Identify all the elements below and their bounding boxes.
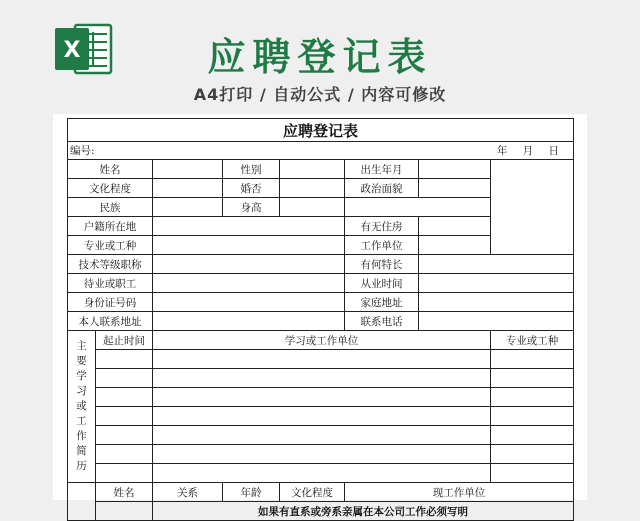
field-phone[interactable] — [419, 312, 574, 331]
field-birth[interactable] — [419, 160, 491, 179]
field-blank-row3[interactable] — [345, 198, 491, 217]
label-skills: 有何特长 — [345, 255, 419, 274]
history-cell[interactable] — [96, 388, 153, 407]
label-name: 姓名 — [68, 160, 153, 179]
label-id-number: 身份证号码 — [68, 293, 153, 312]
form-title: 应聘登记表 — [68, 119, 574, 142]
family-side-label — [68, 483, 96, 521]
history-cell[interactable] — [491, 350, 574, 369]
history-cell[interactable] — [491, 369, 574, 388]
label-height: 身高 — [223, 198, 280, 217]
field-political[interactable] — [419, 179, 491, 198]
label-marital: 婚否 — [223, 179, 280, 198]
history-cell[interactable] — [96, 445, 153, 464]
label-phone: 联系电话 — [345, 312, 419, 331]
family-cell[interactable] — [96, 502, 153, 521]
history-cell[interactable] — [491, 426, 574, 445]
label-employer: 工作单位 — [345, 236, 419, 255]
field-housing[interactable] — [419, 217, 491, 236]
field-specialty[interactable] — [153, 236, 345, 255]
label-status: 待业或职工 — [68, 274, 153, 293]
label-political: 政治面貌 — [345, 179, 419, 198]
history-header-period: 起止时间 — [96, 331, 153, 350]
history-cell[interactable] — [96, 464, 153, 483]
photo-area[interactable] — [491, 160, 574, 255]
history-header-unit: 学习或工作单位 — [153, 331, 491, 350]
label-specialty: 专业或工种 — [68, 236, 153, 255]
history-cell[interactable] — [96, 426, 153, 445]
family-header-age: 年龄 — [223, 483, 280, 502]
application-form-table — [67, 118, 574, 521]
field-gender[interactable] — [280, 160, 345, 179]
relatives-note: 如果有直系或旁系亲属在本公司工作必须写明 — [153, 502, 574, 521]
history-cell[interactable] — [491, 388, 574, 407]
label-ethnicity: 民族 — [68, 198, 153, 217]
history-header-specialty: 专业或工种 — [491, 331, 574, 350]
history-cell[interactable] — [491, 464, 574, 483]
label-work-years: 从业时间 — [345, 274, 419, 293]
field-work-years[interactable] — [419, 274, 574, 293]
field-id-number[interactable] — [153, 293, 345, 312]
history-cell[interactable] — [153, 426, 491, 445]
field-home-address[interactable] — [419, 293, 574, 312]
field-ethnicity[interactable] — [153, 198, 223, 217]
field-contact-address[interactable] — [153, 312, 345, 331]
family-header-education: 文化程度 — [280, 483, 345, 502]
history-cell[interactable] — [491, 407, 574, 426]
field-name[interactable] — [153, 160, 223, 179]
history-side-label: 主 要 学 习 或 工 作 简 历 — [68, 331, 96, 483]
banner-title: 应聘登记表 — [207, 35, 433, 79]
label-housing: 有无住房 — [345, 217, 419, 236]
label-home-address: 家庭地址 — [345, 293, 419, 312]
field-skills[interactable] — [419, 255, 574, 274]
banner-subtitle: A4打印 / 自动公式 / 内容可修改 — [193, 85, 447, 104]
history-cell[interactable] — [491, 445, 574, 464]
family-header-employer: 现工作单位 — [345, 483, 574, 502]
history-cell[interactable] — [153, 350, 491, 369]
label-gender: 性别 — [223, 160, 280, 179]
date-label: 年 月 日 — [496, 145, 559, 157]
form-meta-row — [68, 142, 574, 160]
history-cell[interactable] — [96, 407, 153, 426]
field-height[interactable] — [280, 198, 345, 217]
label-birth: 出生年月 — [345, 160, 419, 179]
field-employer[interactable] — [419, 236, 491, 255]
field-education[interactable] — [153, 179, 223, 198]
history-cell[interactable] — [96, 369, 153, 388]
label-household: 户籍所在地 — [68, 217, 153, 236]
history-cell[interactable] — [96, 350, 153, 369]
label-title: 技术等级职称 — [68, 255, 153, 274]
history-cell[interactable] — [153, 445, 491, 464]
svg-text:X: X — [63, 38, 81, 63]
number-label: 编号: — [70, 145, 95, 157]
field-title[interactable] — [153, 255, 345, 274]
label-education: 文化程度 — [68, 179, 153, 198]
history-cell[interactable] — [153, 388, 491, 407]
form-sheet — [53, 114, 587, 518]
history-cell[interactable] — [153, 464, 491, 483]
label-contact-address: 本人联系地址 — [68, 312, 153, 331]
family-header-name: 姓名 — [96, 483, 153, 502]
history-cell[interactable] — [153, 369, 491, 388]
field-marital[interactable] — [280, 179, 345, 198]
history-cell[interactable] — [153, 407, 491, 426]
field-household[interactable] — [153, 217, 345, 236]
family-header-relation: 关系 — [153, 483, 223, 502]
field-status[interactable] — [153, 274, 345, 293]
